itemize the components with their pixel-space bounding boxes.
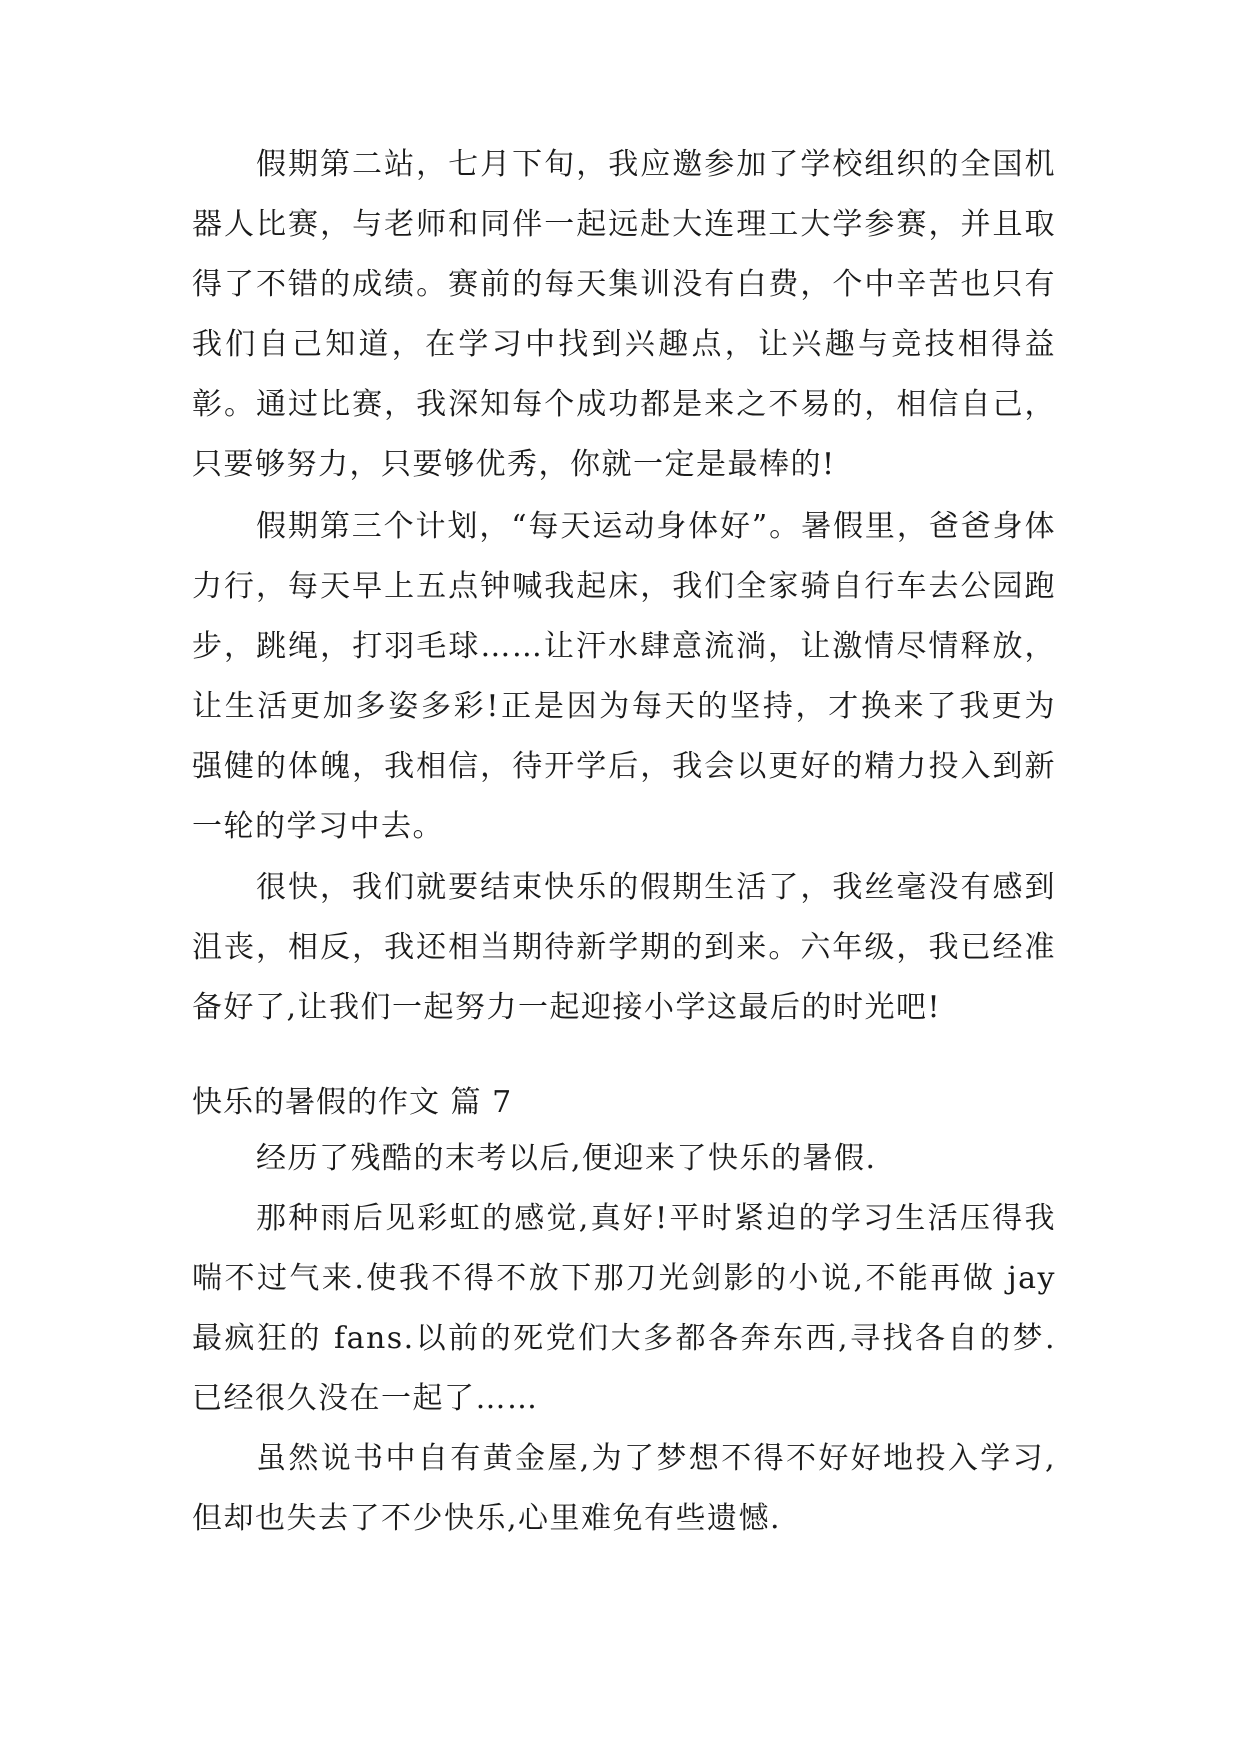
paragraph-exercise: 假期第三个计划，“每天运动身体好”。暑假里，爸爸身体力行，每天早上五点钟喊我起床，我们全家骑自行车去公园跑步，跳绳，打羽毛球……让汗水肆意流淌，让激情尽情释放，让生活更加多姿多彩!正是因为每天的坚持，才换来了我更为强健的体魄，我相信，待开学后，我会以更好的精力投入到新一轮的学习中去。 — [192, 509, 1056, 844]
paragraph-competition: 假期第二站，七月下旬，我应邀参加了学校组织的全国机器人比赛，与老师和同伴一起远赴大连理工大学参赛，并且取得了不错的成绩。赛前的每天集训没有白费，个中辛苦也只有我们自己知道，在学习中找到兴趣点，让兴趣与竞技相得益彰。通过比赛，我深知每个成功都是来之不易的，相信自己，只要够努力，只要够优秀，你就一定是最棒的! — [192, 147, 1056, 482]
section-heading: 快乐的暑假的作文 篇 7 — [192, 1085, 513, 1120]
paragraph-exam: 经历了残酷的末考以后,便迎来了快乐的暑假. — [256, 1141, 877, 1176]
paragraph-conclusion: 很快，我们就要结束快乐的假期生活了，我丝毫没有感到沮丧，相反，我还相当期待新学期的到来。六年级，我已经准备好了,让我们一起努力一起迎接小学这最后的时光吧! — [192, 870, 1056, 1025]
paragraph-rainbow: 那种雨后见彩虹的感觉,真好!平时紧迫的学习生活压得我喘不过气来.使我不得不放下那刀光剑影的小说,不能再做 jay 最疯狂的 fans.以前的死党们大多都各奔东西,寻找各自的梦.已经很久没在一起了…… — [192, 1201, 1056, 1416]
paragraph-study: 虽然说书中自有黄金屋,为了梦想不得不好好地投入学习,但却也失去了不少快乐,心里难免有些遗憾. — [192, 1441, 1056, 1536]
